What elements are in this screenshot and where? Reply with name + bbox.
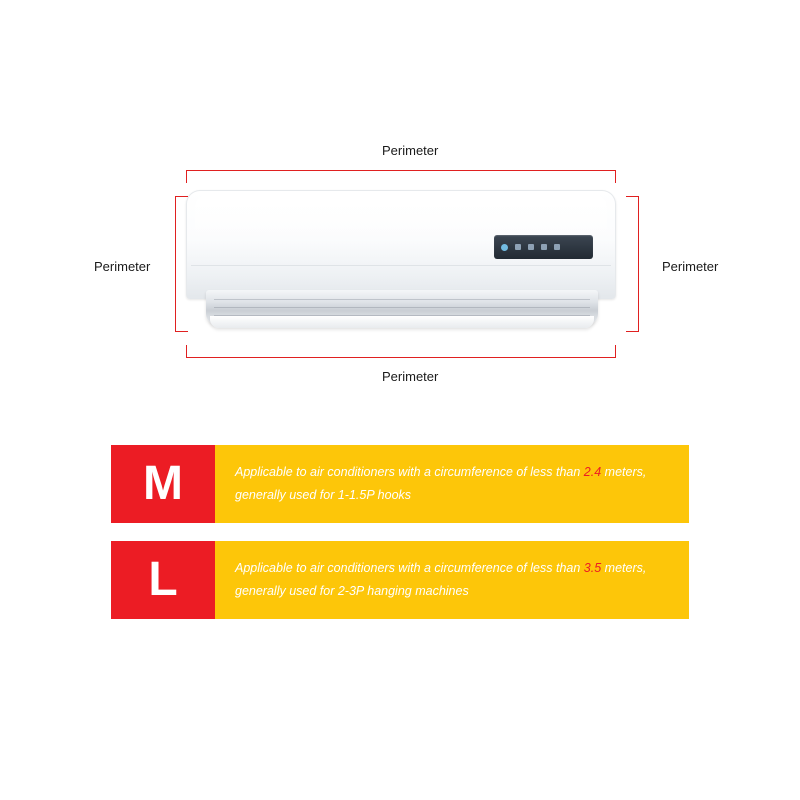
- size-text-after: meters, generally used for 1-1.5P hooks: [235, 464, 647, 502]
- perimeter-label-left: Perimeter: [94, 259, 151, 274]
- perimeter-label-right: Perimeter: [662, 259, 719, 274]
- ac-body: [186, 190, 616, 299]
- size-guide-list: [0, 445, 800, 637]
- bracket-bottom: [186, 345, 616, 358]
- ac-display-panel: [494, 235, 593, 259]
- bracket-right: [626, 196, 639, 332]
- vent-louver-line: [214, 307, 590, 308]
- size-badge-m: [111, 445, 215, 523]
- size-row-l: [111, 541, 689, 619]
- display-fan-icon: [528, 244, 534, 250]
- display-timer-icon: [541, 244, 547, 250]
- ac-vent-lip: [210, 316, 594, 328]
- vent-louver-line: [214, 299, 590, 300]
- ac-body-seam: [191, 265, 611, 266]
- size-description-l: [215, 541, 689, 619]
- size-text-before: Applicable to air conditioners with a circumference of less than: [235, 560, 584, 575]
- air-conditioner-illustration: [186, 190, 614, 340]
- size-number: 3.5: [583, 560, 602, 575]
- display-mode-icon: [515, 244, 521, 250]
- size-badge-letter: L: [148, 553, 178, 606]
- size-row-m: [111, 445, 689, 523]
- size-description-m: [215, 445, 689, 523]
- display-temp-icon: [554, 244, 560, 250]
- perimeter-label-top: Perimeter: [382, 143, 439, 158]
- size-text-before: Applicable to air conditioners with a circumference of less than: [235, 464, 584, 479]
- perimeter-label-bottom: Perimeter: [382, 369, 439, 384]
- size-number: 2.4: [583, 464, 602, 479]
- size-text-after: meters, generally used for 2-3P hanging machines: [235, 560, 647, 598]
- size-badge-l: [111, 541, 215, 619]
- bracket-top: [186, 170, 616, 183]
- display-power-icon: [501, 244, 508, 251]
- size-badge-letter: M: [143, 457, 183, 510]
